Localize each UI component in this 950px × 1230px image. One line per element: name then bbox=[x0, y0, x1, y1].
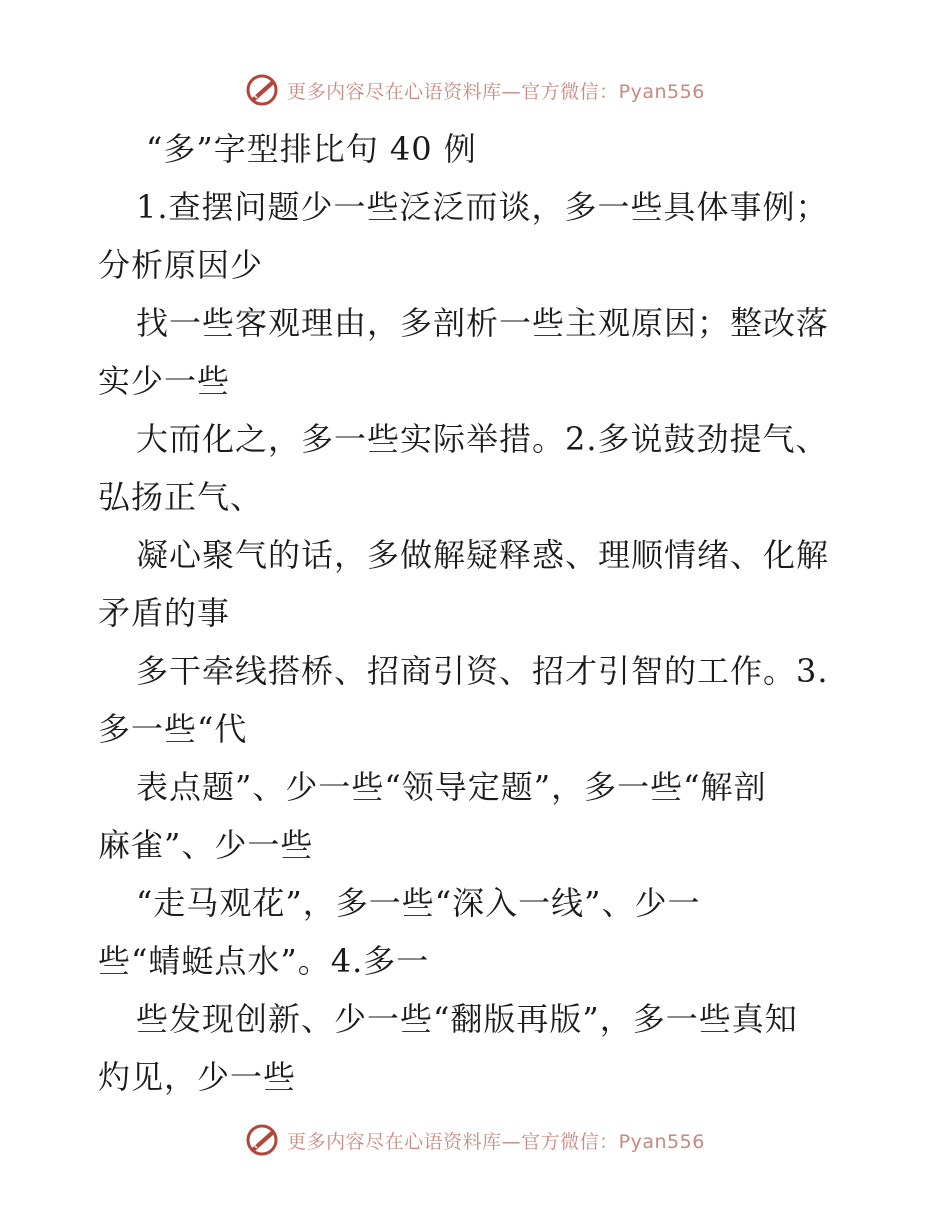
text-line: 些发现创新、少一些“翻版再版”，多一些真知 bbox=[136, 1000, 798, 1038]
document-title: “多”字型排比句 40 例 bbox=[146, 130, 477, 168]
text-line: 实少一些 bbox=[98, 362, 231, 400]
pen-circle-logo-icon bbox=[245, 73, 279, 107]
text-line: 1.查摆问题少一些泛泛而谈，多一些具体事例； bbox=[136, 188, 829, 226]
text-line: 灼见，少一些 bbox=[98, 1058, 297, 1096]
text-line: 分析原因少 bbox=[98, 246, 264, 284]
text-line: “走马观花”，多一些“深入一线”、少一 bbox=[136, 884, 701, 922]
text-line: 表点题”、少一些“领导定题”，多一些“解剖 bbox=[136, 768, 767, 806]
text-line: 弘扬正气、 bbox=[98, 478, 264, 516]
text-line: 找一些客观理由，多剖析一些主观原因；整改落 bbox=[136, 304, 830, 342]
text-line: 麻雀”、少一些 bbox=[98, 826, 314, 864]
text-line: 大而化之，多一些实际举措。2.多说鼓劲提气、 bbox=[136, 420, 829, 458]
text-line: 些“蜻蜓点水”。4.多一 bbox=[98, 942, 430, 980]
text-line: 多一些“代 bbox=[98, 710, 248, 748]
text-line: 凝心聚气的话，多做解疑释惑、理顺情绪、化解 bbox=[136, 536, 830, 574]
document-body bbox=[98, 120, 858, 1106]
text-line: 矛盾的事 bbox=[98, 594, 231, 632]
watermark-text: 更多内容尽在心语资料库—官方微信：Pyan556 bbox=[287, 80, 705, 103]
watermark-banner-top bbox=[0, 70, 950, 110]
pen-circle-logo-icon bbox=[245, 1123, 279, 1157]
text-line: 多干牵线搭桥、招商引资、招才引智的工作。3. bbox=[136, 652, 829, 690]
watermark-banner-bottom bbox=[0, 1120, 950, 1160]
watermark-text: 更多内容尽在心语资料库—官方微信：Pyan556 bbox=[287, 1130, 705, 1153]
